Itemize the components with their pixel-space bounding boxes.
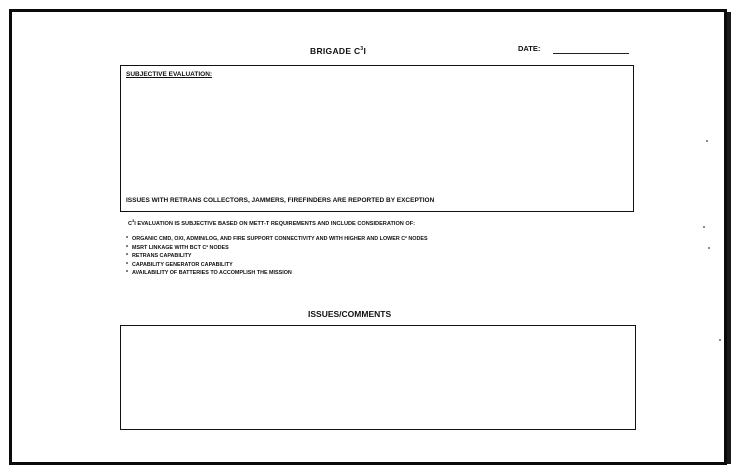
evaluation-criteria-intro: $C^3I$ EVALUATION IS SUBJECTIVE BASED ON METT-T REQUIREMENTS AND INCLUDE CONSIDERATION OF: [128,218,416,227]
list-item: * AVAILABILITY OF BATTERIES TO ACCOMPLISH THE MISSION [126,270,292,276]
scan-speck [719,339,721,341]
bullet-mark: * [126,253,129,259]
list-item: * MSRT LINKAGE WITH BCT C² NODES [126,244,229,251]
list-item: * RETRANS CAPABILITY [126,253,192,259]
subjective-evaluation-box[interactable] [120,65,634,212]
list-item: * ORGANIC CMD, OXI, ADMIN/LOG, AND FIRE SUPPORT CONNECTIVITY AND WITH HIGHER AND LOWER C² NODES [126,236,428,242]
bullet-mark: * [126,261,129,268]
issues-comments-box[interactable] [120,325,636,430]
scan-speck [706,140,708,142]
subjective-evaluation-heading: SUBJECTIVE EVALUATION: [126,71,213,78]
exception-note: ISSUES WITH RETRANS COLLECTORS, JAMMERS, FIREFINDERS ARE REPORTED BY EXCEPTION [126,197,435,204]
bullet-mark: * [126,270,129,276]
criteria-list [126,235,428,278]
date-label: DATE: [518,44,541,53]
form-title: BRIGADE $C^3I$ [310,46,367,56]
bullet-mark: * [126,244,129,251]
bullet-mark: * [126,236,129,242]
list-item: * CAPABILITY GENERATOR CAPABILITY [126,261,233,268]
scan-speck [703,226,705,228]
scan-speck [708,247,710,249]
date-field[interactable] [553,52,629,54]
sheet-edge-shadow [727,12,731,464]
issues-comments-title: ISSUES/COMMENTS [308,309,392,319]
